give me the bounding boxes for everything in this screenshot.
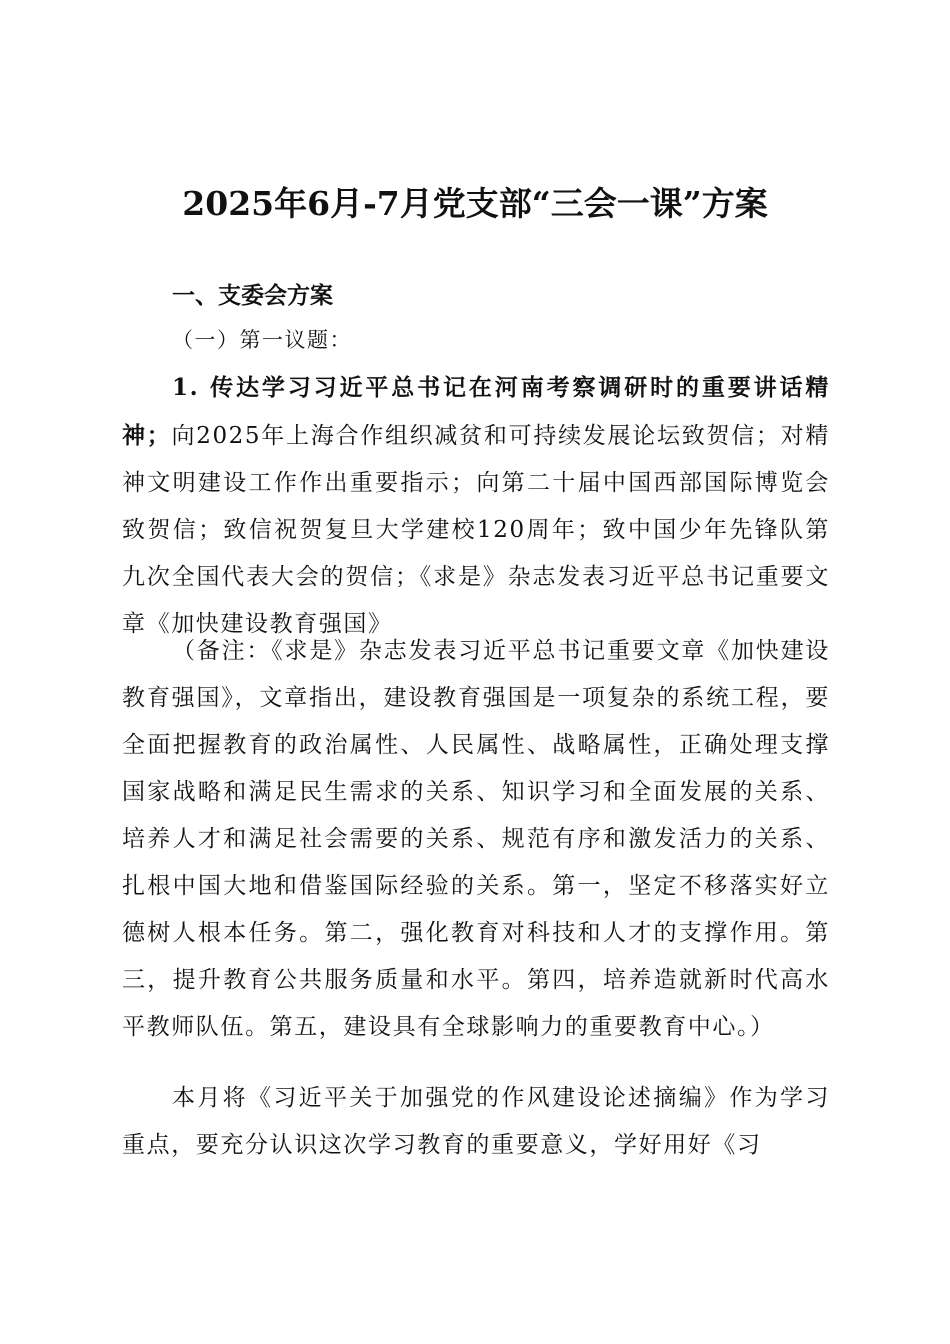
closing-paragraph: 本月将《习近平关于加强党的作风建设论述摘编》作为学习重点，要充分认识这次学习教育的重要意义，学好用好《习 xyxy=(122,1085,830,1158)
section-heading: 一、支委会方案 xyxy=(172,283,333,309)
agenda-item-rest: 向2025年上海合作组织减贫和可持续发展论坛致贺信；对精神文明建设工作作出重要指示；向第二十届中国西部国际博览会致贺信；致信祝贺复旦大学建校120周年；致中国少年先锋队第九次全国代表大会的贺信；《求是》杂志发表习近平总书记重要文章《加快建设教育强国》 xyxy=(122,423,830,637)
agenda-item-lead: 1. 传达学习习近平总书记在河南考察调研时的重要讲话精神； xyxy=(122,374,830,449)
agenda-item-paragraph xyxy=(122,364,830,648)
note-paragraph: （备注：《求是》杂志发表习近平总书记重要文章《加快建设教育强国》，文章指出，建设教育强国是一项复杂的系统工程，要全面把握教育的政治属性、人民属性、战略属性，正确处理支撑国家战略和满足民生需求的关系、知识学习和全面发展的关系、培养人才和满足社会需要的关系、规范有序和激发活力的关系、扎根中国大地和借鉴国际经验的关系。第一，坚定不移落实好立德树人根本任务。第二，强化教育对科技和人才的支撑作用。第三，提升教育公共服务质量和水平。第四，培养造就新时代高水平教师队伍。第五，建设具有全球影响力的重要教育中心。） xyxy=(122,638,830,1040)
document-title: 2025年6月-7月党支部“三会一课”方案 xyxy=(182,184,768,223)
subsection-heading: （一）第一议题： xyxy=(172,328,352,352)
